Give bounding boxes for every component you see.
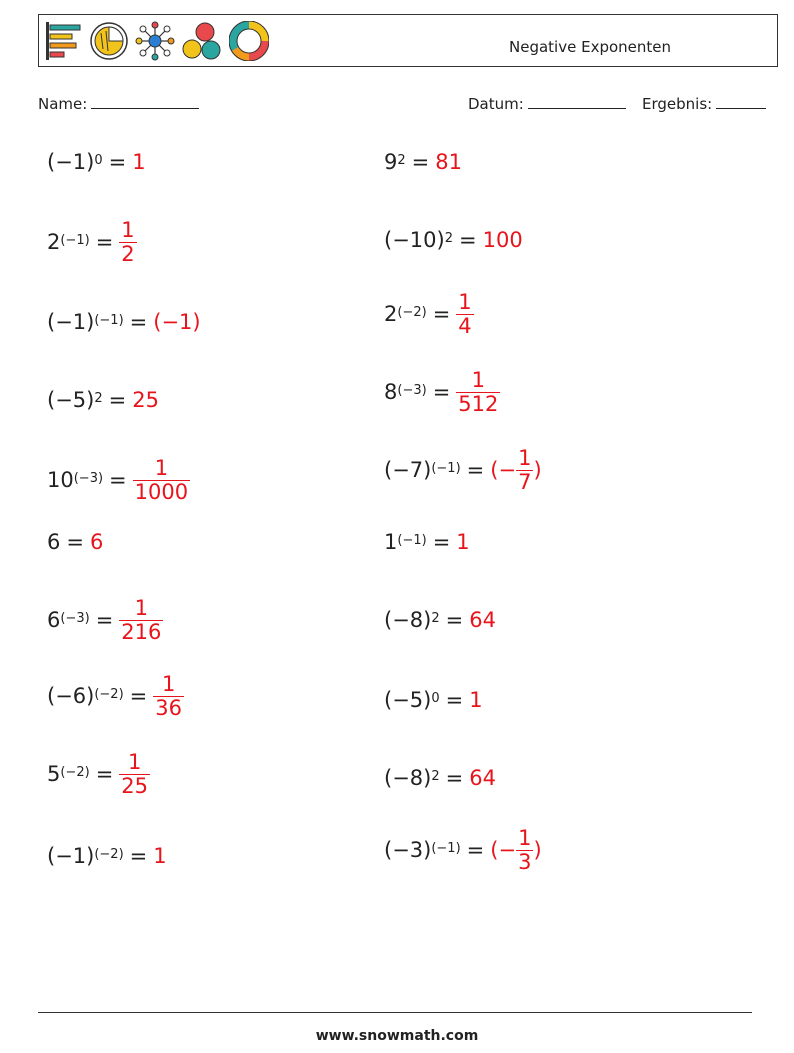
equals-sign: = — [129, 310, 148, 334]
problem-base: (−1) — [47, 310, 95, 334]
equals-sign: = — [432, 302, 451, 326]
fraction-denominator: 1000 — [134, 479, 189, 504]
answer — [132, 388, 159, 412]
equals-sign: = — [95, 762, 114, 786]
equals-sign: = — [66, 530, 84, 554]
problem-right-7 — [384, 590, 496, 650]
equals-sign: = — [129, 844, 148, 868]
problem-exponent: (−1) — [94, 312, 124, 328]
problem-base: 6 — [47, 530, 61, 554]
problem-right-2 — [384, 210, 523, 270]
page-title: Negative Exponenten — [509, 38, 671, 56]
footer-divider — [38, 1012, 752, 1013]
answer-value: 100 — [482, 228, 523, 252]
problem-exponent: (−2) — [94, 846, 124, 862]
answer — [133, 457, 190, 502]
problem-exponent: (−3) — [60, 610, 90, 626]
fraction-numerator: 1 — [127, 750, 142, 775]
fraction-denominator: 36 — [155, 695, 182, 720]
problem-left-1 — [47, 132, 146, 192]
problem-left-5 — [47, 450, 190, 510]
problem-left-8 — [47, 666, 184, 726]
fraction-denominator: 25 — [121, 773, 149, 798]
equals-sign: = — [108, 150, 127, 174]
answer — [490, 447, 541, 492]
fraction-numerator: 1 — [518, 446, 532, 471]
problem-right-3 — [384, 284, 474, 344]
answer — [490, 827, 541, 872]
answer-value: 1 — [469, 688, 483, 712]
answer-value: 81 — [435, 150, 462, 174]
problem-base: 8 — [384, 380, 398, 404]
problem-exponent: 0 — [431, 690, 440, 706]
problem-exponent: (−2) — [397, 304, 427, 320]
answer-fraction — [119, 597, 163, 642]
answer-value: 1 — [153, 844, 167, 868]
equals-sign: = — [109, 468, 127, 492]
answer-fraction — [456, 369, 500, 414]
answer-value: (−1) — [153, 310, 201, 334]
fraction-numerator: 1 — [121, 218, 135, 243]
equals-sign: = — [411, 150, 430, 174]
problem-left-9 — [47, 744, 150, 804]
problem-base: (−3) — [384, 838, 432, 862]
answer — [119, 219, 136, 264]
answer-value: 1 — [456, 530, 470, 554]
problem-base: (−5) — [384, 688, 432, 712]
problem-right-9 — [384, 748, 496, 808]
problem-exponent: 2 — [431, 768, 440, 784]
equals-sign: = — [445, 766, 464, 790]
equals-sign: = — [466, 458, 485, 482]
fraction-numerator: 1 — [471, 368, 486, 393]
answer-value: 25 — [132, 388, 159, 412]
answer — [132, 150, 145, 174]
equals-sign: = — [432, 380, 451, 404]
fraction-denominator: 3 — [518, 849, 532, 874]
fraction-numerator: 1 — [458, 290, 472, 315]
problem-base: 9 — [384, 150, 398, 174]
problem-left-4 — [47, 370, 159, 430]
answer-fraction — [516, 827, 533, 872]
problem-left-6 — [47, 512, 103, 572]
problem-base: 6 — [47, 608, 61, 632]
problem-exponent: (−3) — [397, 382, 427, 398]
problem-base: 2 — [384, 302, 398, 326]
problem-base: (−10) — [384, 228, 445, 252]
answer — [469, 688, 482, 712]
date-label: Datum: — [468, 95, 524, 113]
problem-exponent: 2 — [94, 390, 103, 406]
problem-exponent: (−1) — [431, 840, 461, 856]
fraction-denominator: 7 — [518, 469, 532, 494]
problem-base: 2 — [47, 230, 61, 254]
problem-exponent: (−1) — [431, 460, 461, 476]
answer — [456, 369, 500, 414]
problem-left-2 — [47, 212, 137, 272]
problem-right-10 — [384, 820, 542, 880]
fraction-denominator: 512 — [458, 391, 499, 416]
footer-url: www.snowmath.com — [315, 1028, 479, 1044]
equals-sign: = — [445, 688, 464, 712]
problem-base: (−8) — [384, 766, 432, 790]
answer — [469, 766, 496, 790]
answer — [469, 608, 496, 632]
equals-sign: = — [95, 230, 114, 254]
equals-sign: = — [458, 228, 477, 252]
problem-right-6 — [384, 512, 470, 572]
answer — [483, 228, 523, 252]
problem-left-3 — [47, 292, 201, 352]
problem-base: (−8) — [384, 608, 432, 632]
problem-exponent: (−1) — [60, 232, 90, 248]
answer — [153, 310, 200, 334]
answer-suffix: ) — [533, 838, 542, 862]
result-label: Ergebnis: — [642, 95, 713, 113]
answer-prefix: (− — [490, 458, 517, 482]
problem-base: (−5) — [47, 388, 95, 412]
problem-base: (−6) — [47, 684, 95, 708]
equals-sign: = — [445, 608, 464, 632]
answer-value: 64 — [469, 608, 496, 632]
equals-sign: = — [108, 388, 127, 412]
problem-base: (−1) — [47, 844, 95, 868]
problem-right-8 — [384, 670, 483, 730]
name-label: Name: — [38, 95, 88, 113]
problem-base: 10 — [47, 468, 74, 492]
equals-sign: = — [432, 530, 451, 554]
problem-exponent: (−2) — [94, 686, 124, 702]
fraction-denominator: 2 — [121, 241, 135, 266]
problem-exponent: (−1) — [397, 532, 427, 548]
problem-exponent: (−2) — [60, 764, 90, 780]
answer — [119, 751, 150, 796]
problem-left-10 — [47, 826, 167, 886]
problem-exponent: 2 — [397, 152, 406, 168]
problem-exponent: 0 — [94, 152, 103, 168]
fraction-numerator: 1 — [154, 456, 169, 481]
answer-value: 6 — [89, 530, 104, 554]
problem-base: (−7) — [384, 458, 432, 482]
problem-right-4 — [384, 362, 500, 422]
equals-sign: = — [129, 684, 148, 708]
problem-exponent: 2 — [431, 610, 440, 626]
answer — [456, 291, 473, 336]
answer-fraction — [119, 751, 150, 796]
answer — [435, 150, 462, 174]
fraction-denominator: 4 — [458, 313, 472, 338]
problem-exponent: 2 — [444, 230, 453, 246]
answer-prefix: (− — [490, 838, 517, 862]
problem-exponent: (−3) — [73, 470, 104, 486]
answer — [90, 530, 103, 554]
equals-sign: = — [95, 608, 114, 632]
answer-value: 64 — [469, 766, 496, 790]
answer — [153, 844, 166, 868]
problem-left-7 — [47, 590, 163, 650]
problem-base: 1 — [384, 530, 398, 554]
answer-fraction — [119, 219, 136, 264]
problem-right-1 — [384, 132, 462, 192]
fraction-numerator: 1 — [161, 672, 176, 697]
problem-base: (−1) — [47, 150, 95, 174]
answer-suffix: ) — [533, 458, 542, 482]
answer-fraction — [456, 291, 473, 336]
answer — [153, 673, 184, 718]
fraction-denominator: 216 — [121, 619, 162, 644]
problem-right-5 — [384, 440, 542, 500]
answer-fraction — [153, 673, 184, 718]
problem-base: 5 — [47, 762, 61, 786]
equals-sign: = — [466, 838, 485, 862]
answer — [456, 530, 469, 554]
answer-fraction — [516, 447, 533, 492]
answer-fraction — [133, 457, 190, 502]
fraction-numerator: 1 — [518, 826, 532, 851]
answer-value: 1 — [132, 150, 146, 174]
fraction-numerator: 1 — [134, 596, 149, 621]
answer — [119, 597, 163, 642]
